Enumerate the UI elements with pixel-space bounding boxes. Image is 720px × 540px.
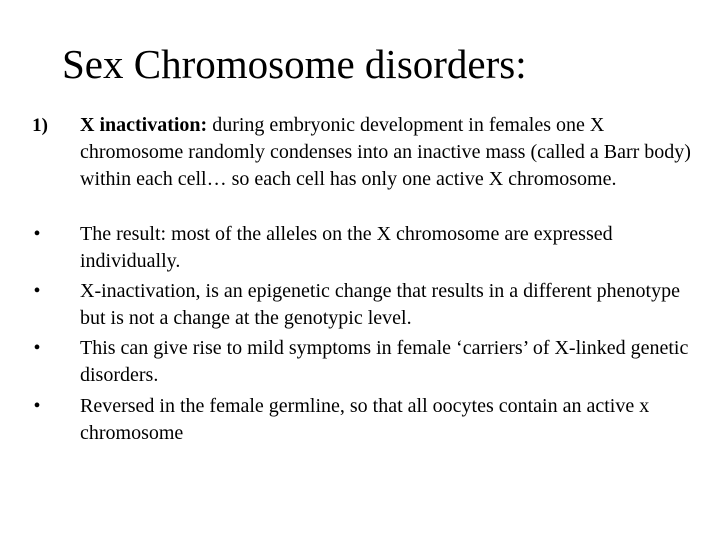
bullet-icon: • (33, 395, 41, 417)
list-number: 1) (32, 115, 48, 136)
slide-title: Sex Chromosome disorders: (62, 41, 527, 87)
list-item-text: Reversed in the female germline, so that all oocytes contain an active x chromosome (80, 395, 650, 444)
bullet-icon: • (33, 337, 41, 359)
list-item-body: during embryonic development in females one X chromosome randomly condenses into an inactive mass (called a Barr body) within each cell… so each cell has only one active X chromosome. (80, 114, 691, 190)
bullet-icon: • (33, 280, 41, 302)
bullet-icon: • (33, 223, 41, 245)
list-item-text: The result: most of the alleles on the X chromosome are expressed individually. (80, 223, 613, 272)
list-item-lead: X inactivation: (80, 114, 208, 136)
list-item-text: This can give rise to mild symptoms in female ‘carriers’ of X-linked genetic disorders. (80, 337, 689, 386)
list-item-text (80, 112, 702, 193)
list-item-text: X-inactivation, is an epigenetic change that results in a different phenotype but is not a change at the genotypic level. (80, 280, 680, 329)
